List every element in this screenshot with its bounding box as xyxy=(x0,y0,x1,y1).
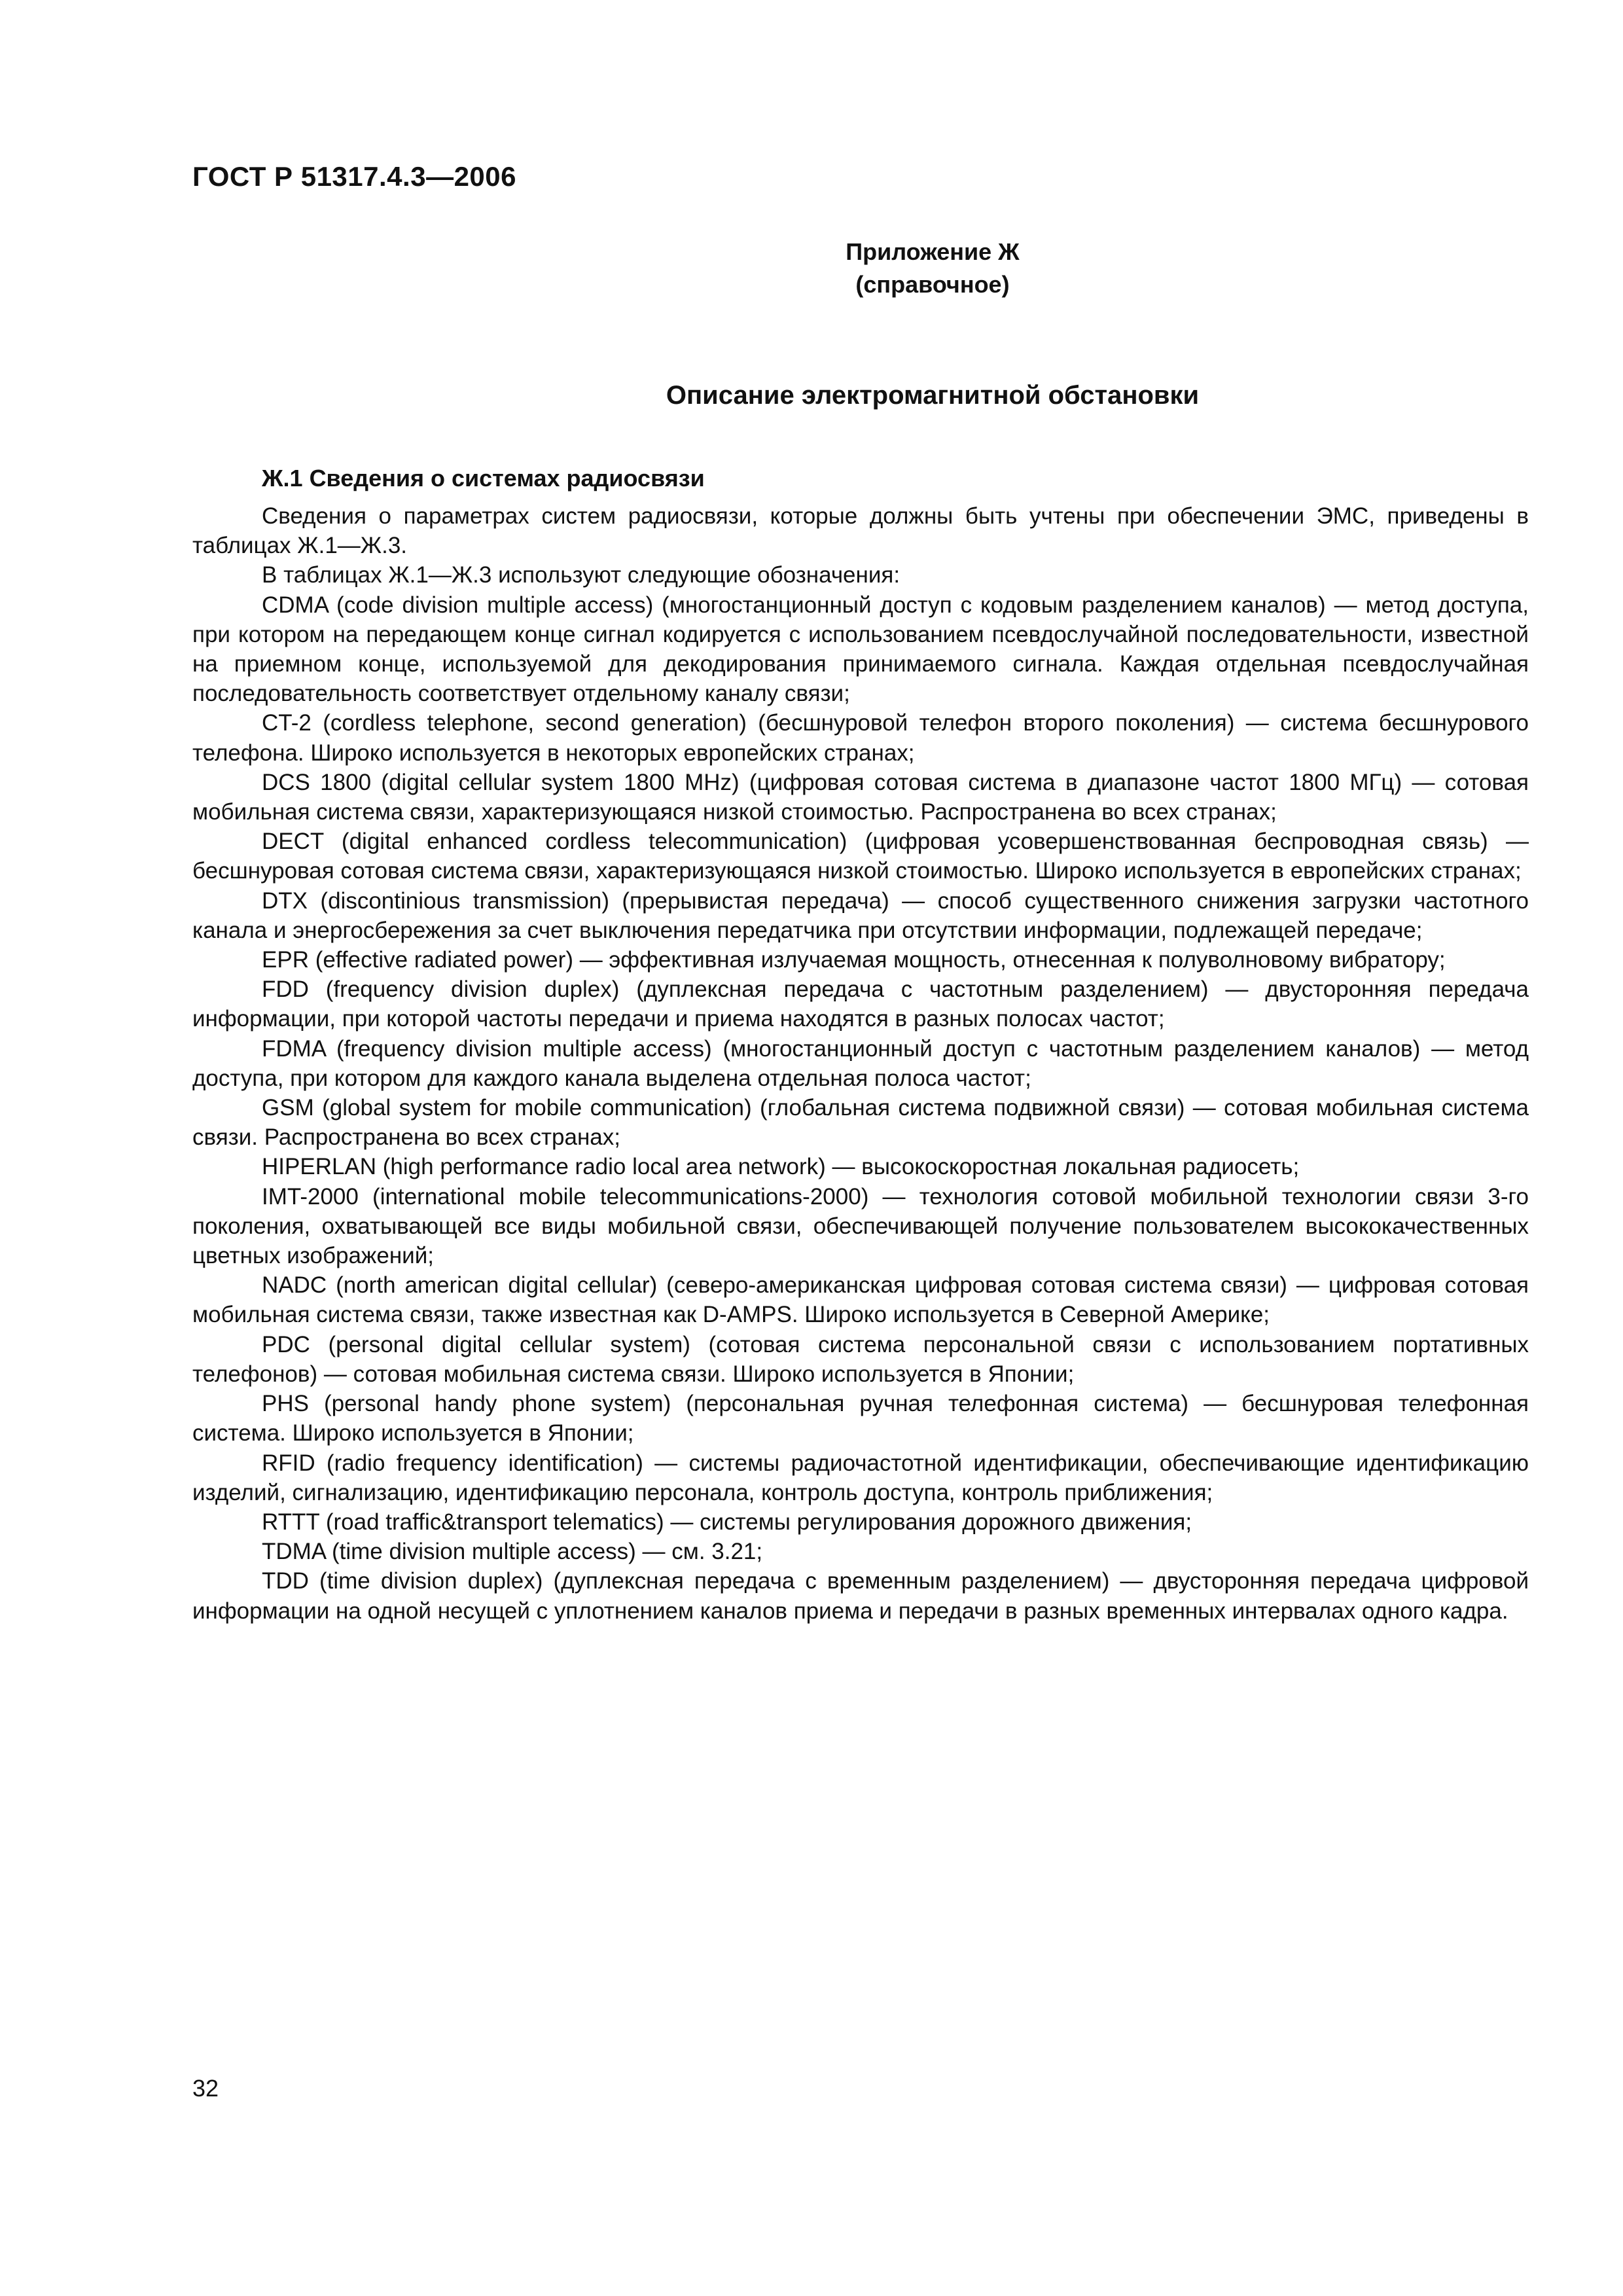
paragraph: Сведения о параметрах систем радиосвязи, которые должны быть учтены при обеспечении ЭМС, приведены в таблицах Ж.1—Ж.3. xyxy=(192,503,1529,559)
page-number: 32 xyxy=(192,2075,219,2102)
paragraph: NADC (north american digital cellular) (северо-американская цифровая сотовая система связи) — цифровая сотовая мобильная система связи, также известная как D-AMPS. Широко используется в Северной Америке; xyxy=(192,1272,1529,1328)
paragraph: DCS 1800 (digital cellular system 1800 MHz) (цифровая сотовая система в диапазоне частот 1800 МГц) — сотовая мобильная система связи, характеризующаяся низкой стоимостью. Распространена во всех странах; xyxy=(192,769,1529,825)
paragraph: PHS (personal handy phone system) (персональная ручная телефонная система) — бесшнуровая телефонная система. Широко используется в Японии; xyxy=(192,1391,1529,1446)
subsection-title: Ж.1 Сведения о системах радиосвязи xyxy=(262,465,705,492)
section-title: Описание электромагнитной обстановки xyxy=(666,381,1200,410)
body-text xyxy=(192,501,1529,1626)
paragraph: PDC (personal digital cellular system) (сотовая система персональной связи с использованием портативных телефонов) — сотовая мобильная система связи. Широко используется в Японии; xyxy=(192,1331,1529,1387)
paragraph: TDMA (time division multiple access) — см. 3.21; xyxy=(262,1539,763,1565)
paragraph: CT-2 (cordless telephone, second generation) (бесшнуровой телефон второго поколения) — система бесшнурового телефона. Широко используется в некоторых европейских странах; xyxy=(192,710,1529,766)
document-code: ГОСТ Р 51317.4.3—2006 xyxy=(192,161,516,192)
paragraph: DTX (discontinious transmission) (прерывистая передача) — способ существенного снижения загрузки частотного канала и энергосбережения за счет выключения передатчика при отсутствии информации, подлежащей передаче; xyxy=(192,888,1529,943)
paragraph: HIPERLAN (high performance radio local area network) — высокоскоростная локальная радиосеть; xyxy=(262,1154,1300,1180)
paragraph: RFID (radio frequency identification) — системы радиочастотной идентификации, обеспечивающие идентификацию изделий, сигнализацию, идентификацию персонала, контроль доступа, контроль приближения; xyxy=(192,1450,1529,1505)
paragraph: RTTT (road traffic&transport telematics) — системы регулирования дорожного движения; xyxy=(262,1509,1192,1535)
annex-subtitle: (справочное) xyxy=(855,271,1010,298)
annex-title: Приложение Ж xyxy=(846,238,1020,265)
paragraph: DECT (digital enhanced cordless telecommunication) (цифровая усовершенствованная беспроводная связь) — бесшнуровая сотовая система связи, характеризующаяся низкой стоимостью. Широко используется в европейских странах; xyxy=(192,829,1529,884)
paragraph: TDD (time division duplex) (дуплексная передача с временным разделением) — двусторонняя передача цифровой информации на одной несущей с уплотнением каналов приема и передачи в разных временных интервалах одного кадра. xyxy=(192,1568,1529,1624)
annex-heading xyxy=(0,236,1623,301)
paragraph: В таблицах Ж.1—Ж.3 используют следующие обозначения: xyxy=(262,562,901,588)
paragraph: FDMA (frequency division multiple access) (многостанционный доступ с частотным разделением каналов) — метод доступа, при котором для каждого канала выделена отдельная полоса частот; xyxy=(192,1035,1529,1091)
paragraph: IMT-2000 (international mobile telecommunications-2000) — технология сотовой мобильной технологии связи 3-го поколения, охватывающей все виды мобильной связи, обеспечивающей получение пользователем высококачественных цветных изображений; xyxy=(192,1183,1529,1269)
paragraph: CDMA (code division multiple access) (многостанционный доступ с кодовым разделением каналов) — метод доступа, при котором на передающем конце сигнал кодируется с использованием псевдослучайной последовательности, известной на приемном конце, используемой для декодирования принимаемого сигнала. Каждая отдельная псевдослучайная последовательность соответствует отдельному каналу связи; xyxy=(192,592,1529,707)
paragraph: EPR (effective radiated power) — эффективная излучаемая мощность, отнесенная к полуволновому вибратору; xyxy=(262,947,1446,973)
paragraph: GSM (global system for mobile communication) (глобальная система подвижной связи) — сотовая мобильная система связи. Распространена во всех странах; xyxy=(192,1095,1529,1151)
paragraph: FDD (frequency division duplex) (дуплексная передача с частотным разделением) — двусторонняя передача информации, при которой частоты передачи и приема находятся в разных полосах частот; xyxy=(192,977,1529,1032)
